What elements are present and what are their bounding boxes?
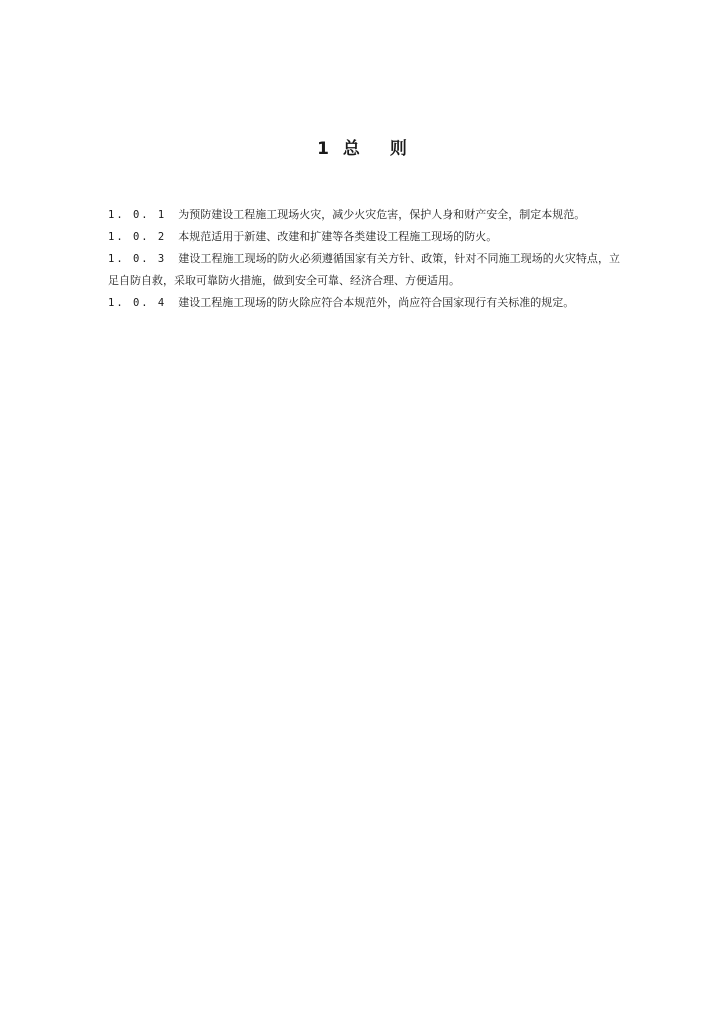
clause-text: 建设工程施工现场的防火除应符合本规范外，尚应符合国家现行有关标准的规定。	[178, 296, 575, 309]
clause-code: 1. 0. 2	[108, 231, 167, 243]
clause-text: 建设工程施工现场的防火必须遵循国家有关方针、政策，针对不同施工现场的火灾特点，立足自防自救，采取可靠防火措施，做到安全可靠、经济合理、方便适用。	[108, 252, 620, 287]
chapter-title-char-2: 则	[389, 139, 407, 159]
clause-1-0-1	[108, 204, 620, 226]
clause-list	[108, 204, 620, 314]
clause-code: 1. 0. 3	[108, 253, 167, 265]
chapter-title-char-1: 总	[342, 139, 360, 159]
chapter-number: 1	[317, 139, 329, 159]
clause-text: 本规范适用于新建、改建和扩建等各类建设工程施工现场的防火。	[178, 230, 498, 243]
clause-text: 为预防建设工程施工现场火灾，减少火灾危害，保护人身和财产安全，制定本规范。	[178, 208, 586, 221]
clause-code: 1. 0. 4	[108, 297, 167, 309]
clause-1-0-3	[108, 248, 620, 292]
clause-1-0-4	[108, 292, 620, 314]
clause-1-0-2	[108, 226, 620, 248]
clause-code: 1. 0. 1	[108, 209, 167, 221]
chapter-title	[0, 134, 724, 159]
